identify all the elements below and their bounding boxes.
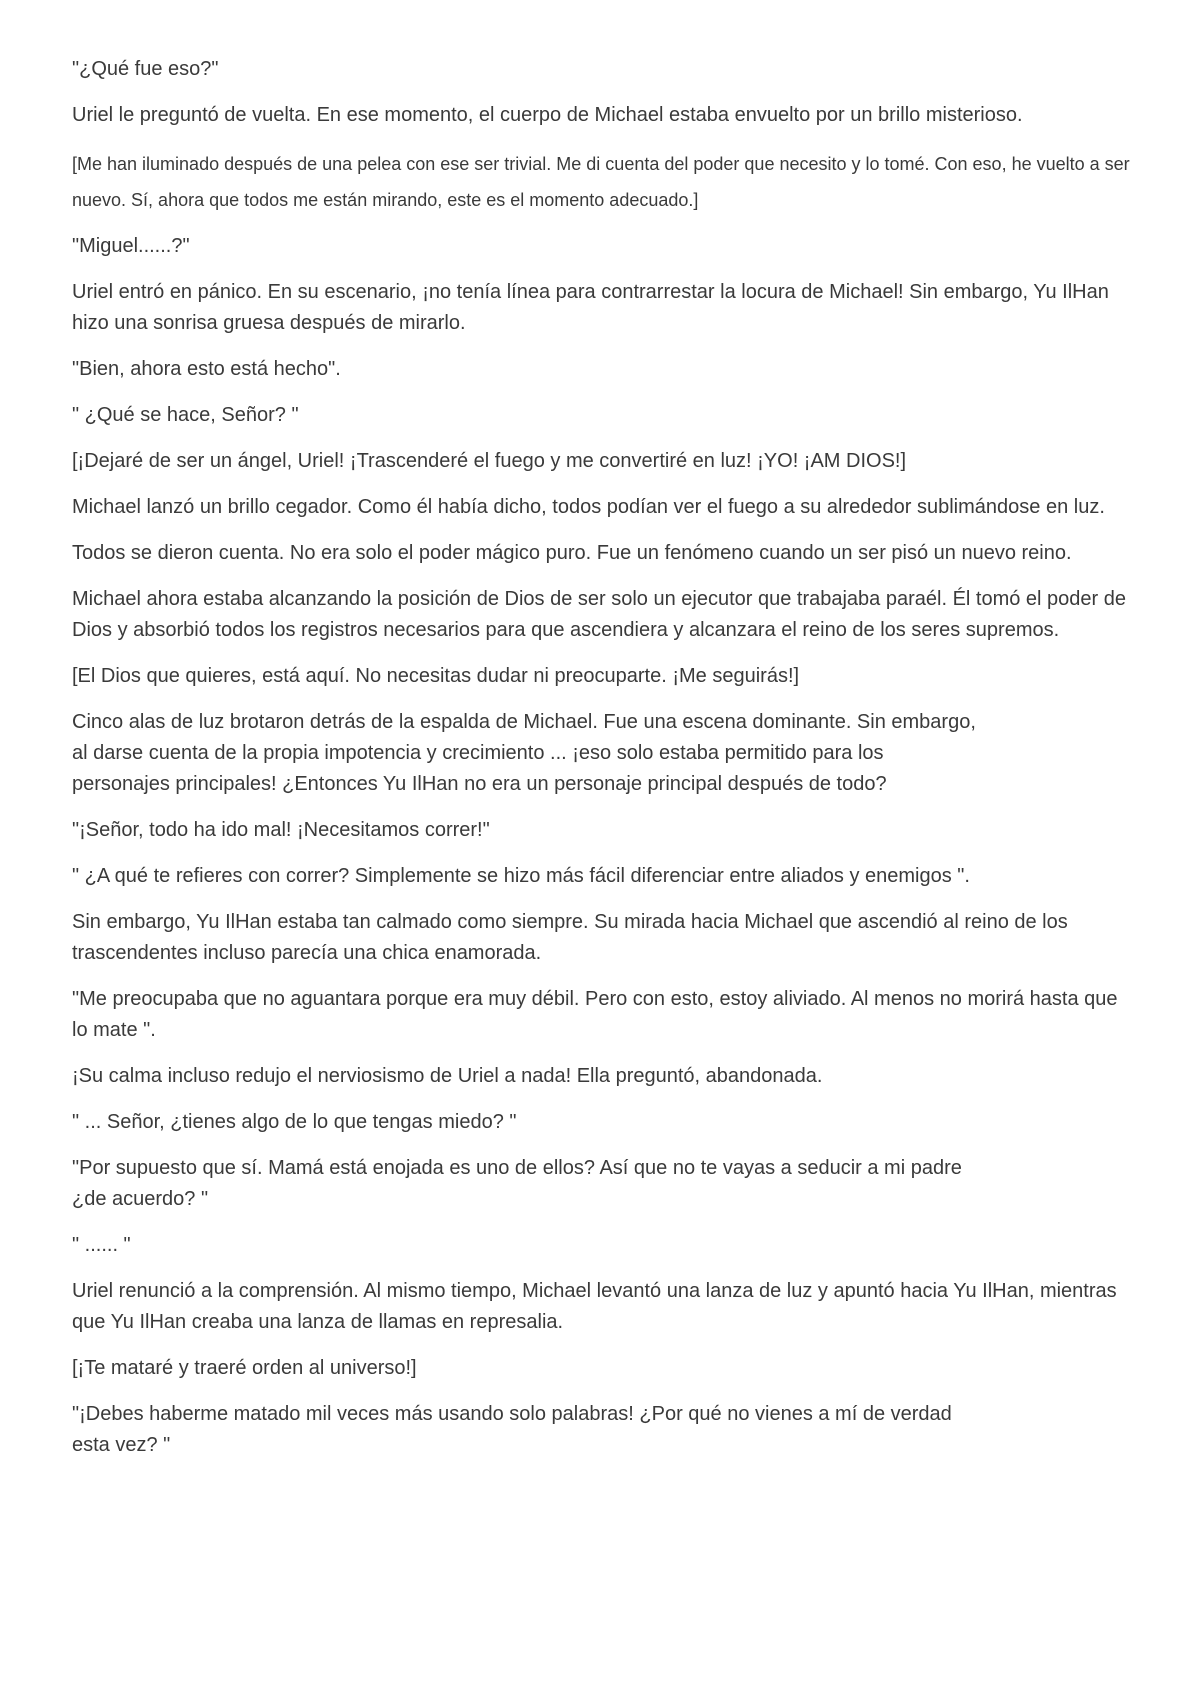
paragraph-6: "Bien, ahora esto está hecho". <box>72 358 341 380</box>
paragraph-9: Michael lanzó un brillo cegador. Como él había dicho, todos podían ver el fuego a su alrededor sublimándose en luz. <box>72 496 1105 518</box>
paragraph-13: Cinco alas de luz brotaron detrás de la espalda de Michael. Fue una escena dominante. Sin embargo, al darse cuenta de la propia impotencia y crecimiento ... ¡eso solo estaba permitido para los personajes principales! ¿Entonces Yu IlHan no era un personaje principal después de todo? <box>72 711 976 795</box>
paragraph-15: " ¿A qué te refieres con correr? Simplemente se hizo más fácil diferenciar entre aliados y enemigos ". <box>72 865 970 887</box>
paragraph-10: Todos se dieron cuenta. No era solo el poder mágico puro. Fue un fenómeno cuando un ser pisó un nuevo reino. <box>72 542 1072 564</box>
paragraph-12: [El Dios que quieres, está aquí. No necesitas dudar ni preocuparte. ¡Me seguirás!] <box>72 665 800 687</box>
paragraph-3: [Me han iluminado después de una pelea con ese ser trivial. Me di cuenta del poder que necesito y lo tomé. Con eso, he vuelto a ser nuevo. Sí, ahora que todos me están mirando, este es el momento adecuado.] <box>72 154 1135 210</box>
paragraph-19: " ... Señor, ¿tienes algo de lo que tengas miedo? " <box>72 1111 517 1133</box>
paragraph-17: "Me preocupaba que no aguantara porque era muy débil. Pero con esto, estoy aliviado. Al menos no morirá hasta que lo mate ". <box>72 988 1124 1041</box>
paragraph-14: "¡Señor, todo ha ido mal! ¡Necesitamos correr!" <box>72 819 490 841</box>
paragraph-20: "Por supuesto que sí. Mamá está enojada es uno de ellos? Así que no te vayas a seducir a mi padre ¿de acuerdo? " <box>72 1157 962 1210</box>
paragraph-1: "¿Qué fue eso?" <box>72 58 219 80</box>
paragraph-8: [¡Dejaré de ser un ángel, Uriel! ¡Trascenderé el fuego y me convertiré en luz! ¡YO! ¡AM DIOS!] <box>72 450 907 472</box>
paragraph-22: Uriel renunció a la comprensión. Al mismo tiempo, Michael levantó una lanza de luz y apuntó hacia Yu IlHan, mientras que Yu IlHan creaba una lanza de llamas en represalia. <box>72 1280 1123 1333</box>
paragraph-5: Uriel entró en pánico. En su escenario, ¡no tenía línea para contrarrestar la locura de Michael! Sin embargo, Yu IlHan hizo una sonrisa gruesa después de mirarlo. <box>72 281 1115 334</box>
paragraph-23: [¡Te mataré y traeré orden al universo!] <box>72 1357 417 1379</box>
paragraph-11: Michael ahora estaba alcanzando la posición de Dios de ser solo un ejecutor que trabajaba paraél. Él tomó el poder de Dios y absorbió todos los registros necesarios para que ascendiera y alcanzara el reino de los seres supremos. <box>72 588 1132 641</box>
paragraph-4: "Miguel......?" <box>72 235 190 257</box>
paragraph-21: " ...... " <box>72 1234 131 1256</box>
document-page <box>72 54 1135 1476</box>
paragraph-7: " ¿Qué se hace, Señor? " <box>72 404 299 426</box>
paragraph-24: "¡Debes haberme matado mil veces más usando solo palabras! ¿Por qué no vienes a mí de verdad esta vez? " <box>72 1403 952 1456</box>
paragraph-16: Sin embargo, Yu IlHan estaba tan calmado como siempre. Su mirada hacia Michael que ascendió al reino de los trascendentes incluso parecía una chica enamorada. <box>72 911 1074 964</box>
paragraph-2: Uriel le preguntó de vuelta. En ese momento, el cuerpo de Michael estaba envuelto por un brillo misterioso. <box>72 104 1023 126</box>
paragraph-18: ¡Su calma incluso redujo el nerviosismo de Uriel a nada! Ella preguntó, abandonada. <box>72 1065 823 1087</box>
